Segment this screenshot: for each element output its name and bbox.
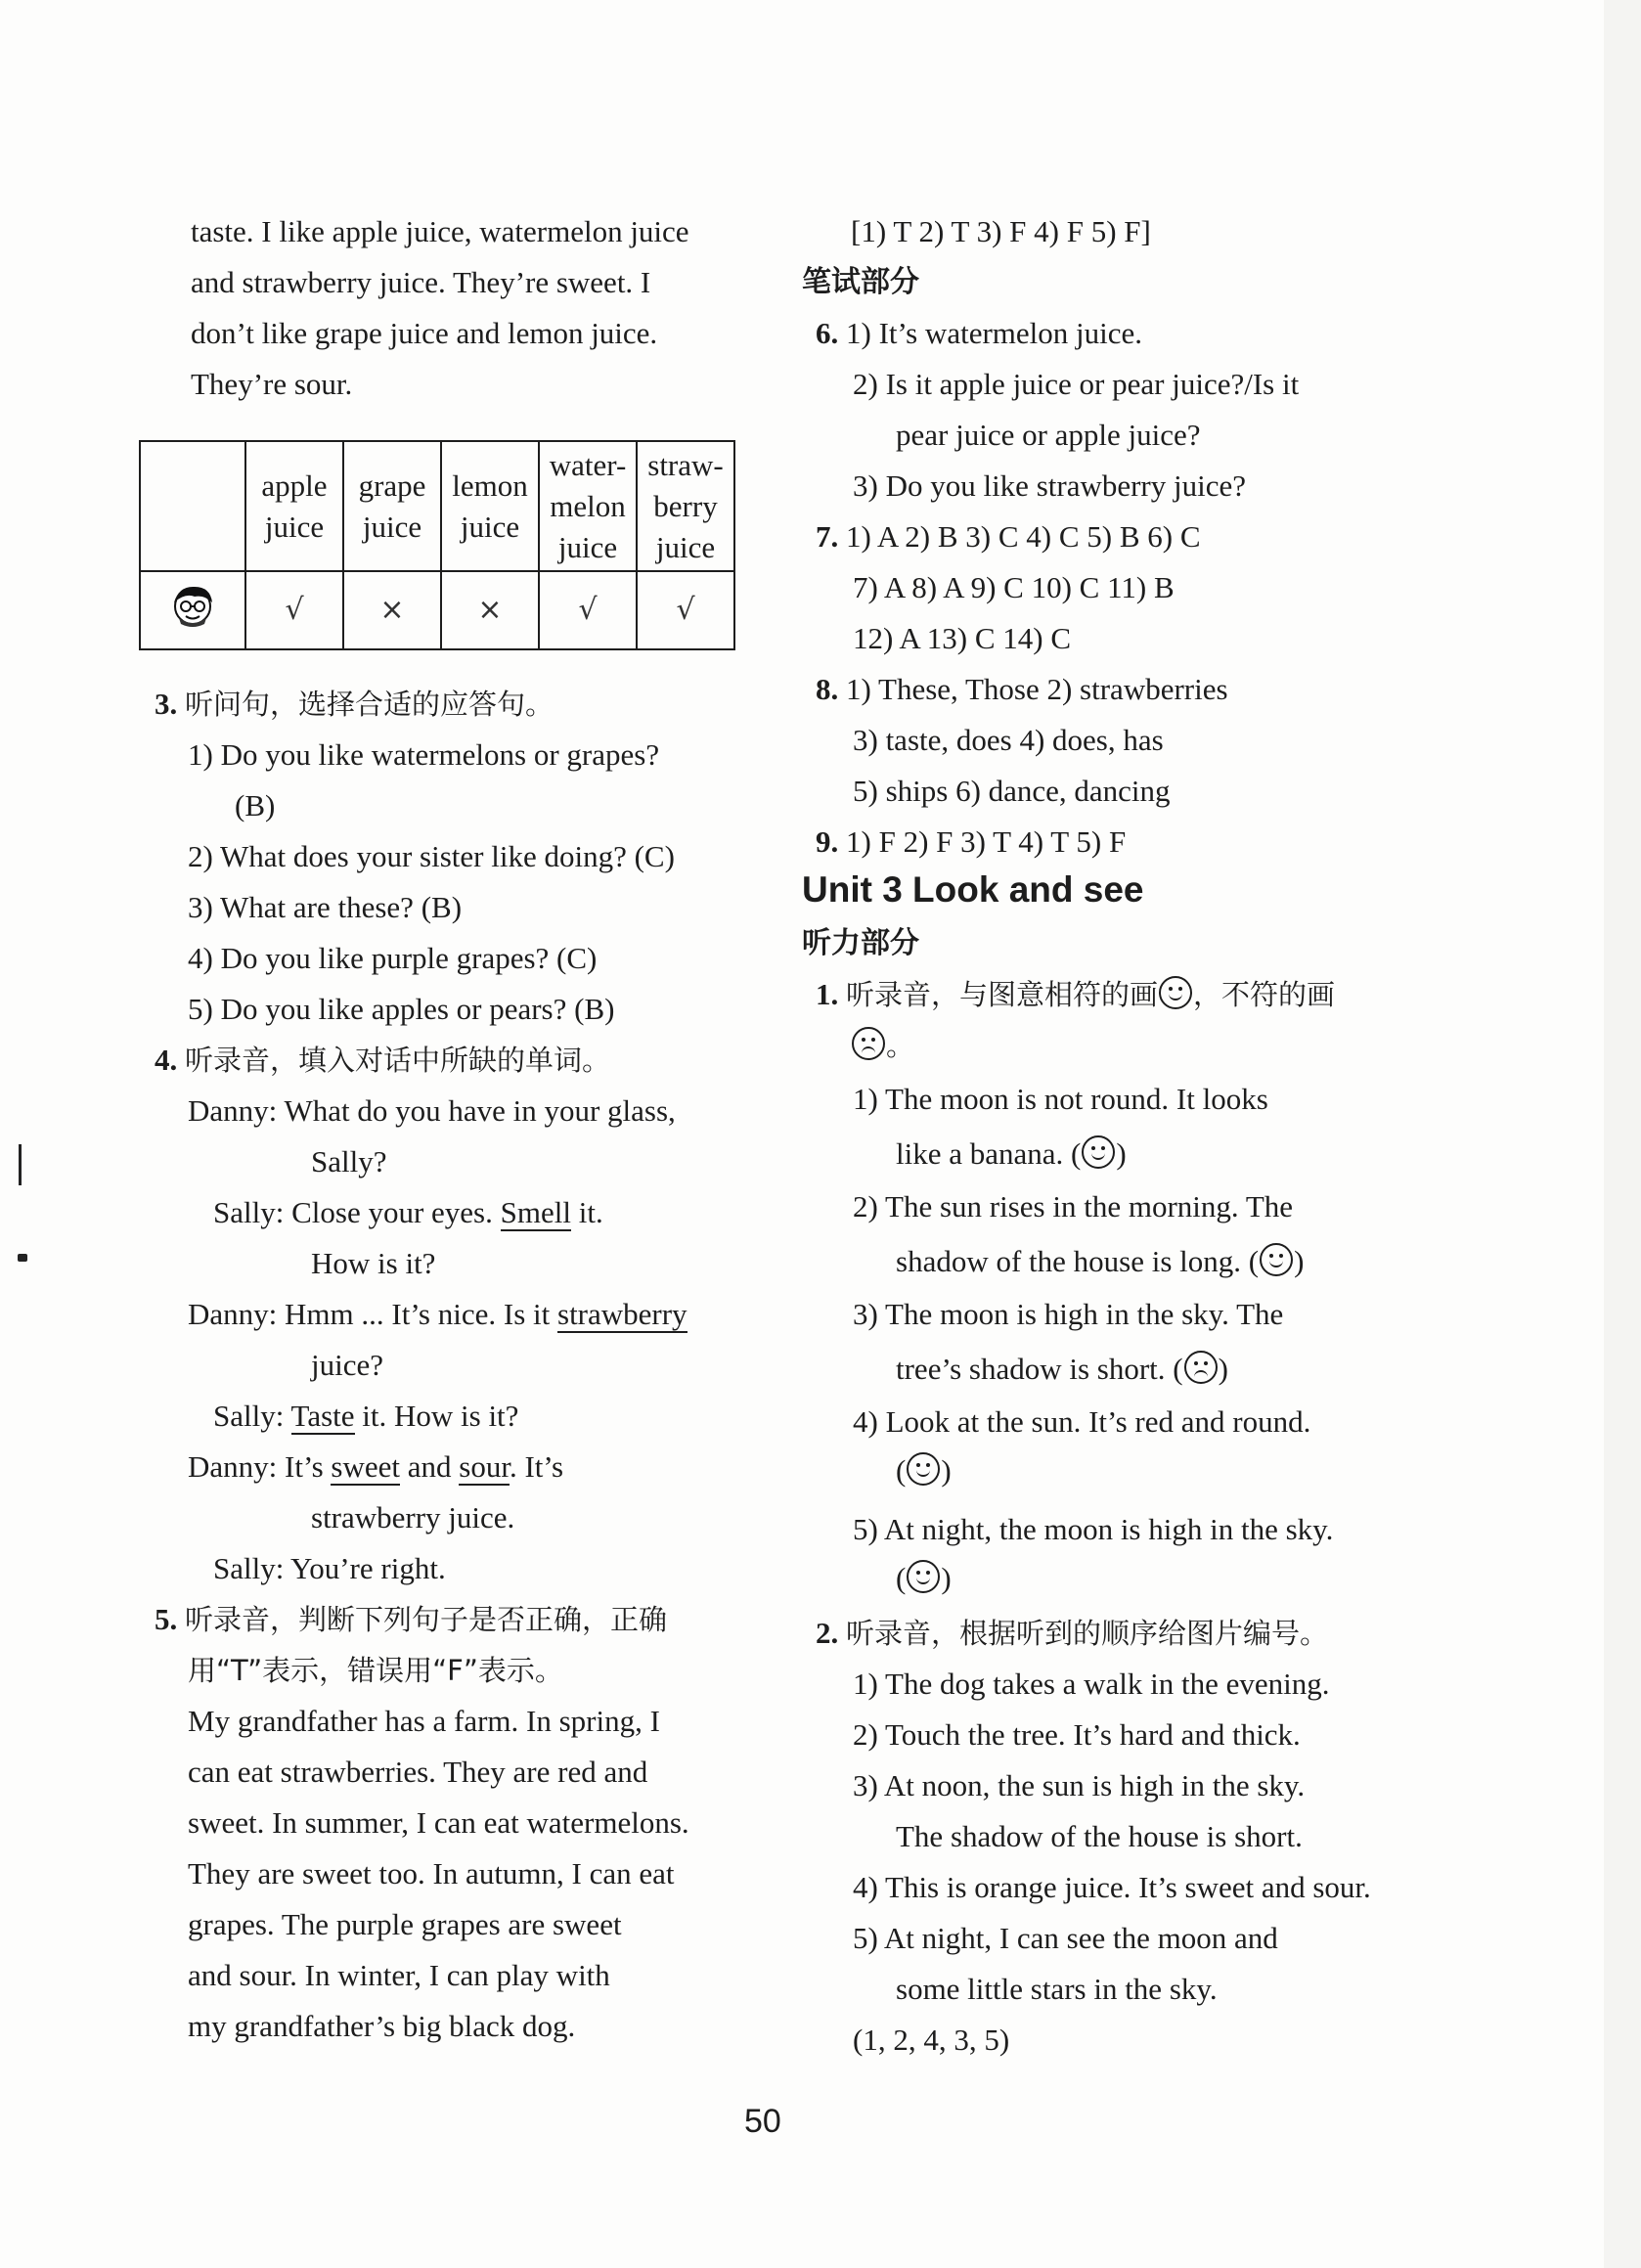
smile-face-icon bbox=[1082, 1135, 1115, 1169]
u3q2-line: 1) The dog takes a walk in the evening. bbox=[853, 1667, 1330, 1701]
smile-face-icon bbox=[907, 1452, 940, 1486]
u3q1-line: shadow of the house is long. ( ) bbox=[896, 1244, 1305, 1278]
table-mark: √ bbox=[245, 571, 343, 649]
q5-passage-line: sweet. In summer, I can eat watermelons. bbox=[188, 1805, 689, 1840]
question-7: 7. 1) A 2) B 3) C 4) C 5) B 6) C bbox=[816, 519, 1201, 554]
u3q1-line: 2) The sun rises in the morning. The bbox=[853, 1189, 1294, 1223]
table-header: grape juice bbox=[343, 441, 441, 571]
q5-passage-line: my grandfather’s big black dog. bbox=[188, 2009, 576, 2043]
listening-section-heading: 听力部分 bbox=[802, 926, 919, 960]
u3q2-line: some little stars in the sky. bbox=[896, 1972, 1218, 2006]
q3-item: 1) Do you like watermelons or grapes? bbox=[188, 737, 660, 772]
table-corner-cell bbox=[140, 441, 245, 571]
q5-passage-line: can eat strawberries. They are red and bbox=[188, 1755, 648, 1789]
dialog-line: strawberry juice. bbox=[311, 1500, 515, 1534]
boy-face-icon bbox=[165, 581, 220, 630]
u3q1-line: like a banana. ( ) bbox=[896, 1136, 1127, 1171]
smile-face-icon bbox=[1159, 976, 1192, 1009]
question-3-title: 3. 听问句，选择合适的应答句。 bbox=[155, 687, 554, 721]
unit3-question-1-title: 1. 听录音，与图意相符的画 ，不符的画 bbox=[816, 977, 1336, 1011]
dialog-line: Danny: It’s sweet and sour. It’s bbox=[188, 1449, 564, 1484]
sad-face-icon bbox=[852, 1027, 885, 1060]
question-9: 9. 1) F 2) F 3) T 4) T 5) F bbox=[816, 824, 1127, 859]
juice-preference-table bbox=[139, 440, 735, 650]
question-4-title: 4. 听录音，填入对话中所缺的单词。 bbox=[155, 1043, 611, 1077]
q6-line: pear juice or apple juice? bbox=[896, 418, 1201, 452]
boy-avatar-cell bbox=[140, 571, 245, 649]
u3q2-line: 3) At noon, the sun is high in the sky. bbox=[853, 1768, 1306, 1802]
u3q2-line: 5) At night, I can see the moon and bbox=[853, 1921, 1278, 1955]
q8-line: 3) taste, does 4) does, has bbox=[853, 723, 1164, 757]
q5-passage-line: grapes. The purple grapes are sweet bbox=[188, 1907, 622, 1941]
u3q1-line: 4) Look at the sun. It’s red and round. bbox=[853, 1404, 1311, 1439]
answer-blank: Smell bbox=[500, 1195, 571, 1229]
q5-passage-line: They are sweet too. In autumn, I can eat bbox=[188, 1856, 675, 1890]
intro-line: don’t like grape juice and lemon juice. bbox=[191, 316, 658, 350]
question-5-title: 5. 听录音，判断下列句子是否正确，正确 bbox=[155, 1602, 668, 1636]
u3q2-line: 4) This is orange juice. It’s sweet and sour. bbox=[853, 1870, 1371, 1904]
u3q1-line: 3) The moon is high in the sky. The bbox=[853, 1297, 1284, 1331]
q3-item: 5) Do you like apples or pears? (B) bbox=[188, 992, 615, 1026]
q7-line: 7) A 8) A 9) C 10) C 11) B bbox=[853, 570, 1175, 604]
page-number: 50 bbox=[744, 2103, 781, 2140]
smile-face-icon bbox=[1260, 1243, 1293, 1276]
q8-line: 5) ships 6) dance, dancing bbox=[853, 774, 1171, 808]
q5-passage-line: and sour. In winter, I can play with bbox=[188, 1958, 610, 1992]
table-mark: × bbox=[441, 571, 539, 649]
question-6: 6. 1) It’s watermelon juice. bbox=[816, 316, 1143, 350]
u3q1-line: 5) At night, the moon is high in the sky. bbox=[853, 1512, 1334, 1546]
table-header: water- melon juice bbox=[539, 441, 637, 571]
u3q1-line: tree’s shadow is short. ( ) bbox=[896, 1352, 1228, 1386]
table-header: straw- berry juice bbox=[637, 441, 734, 571]
unit-title: Unit 3 Look and see bbox=[802, 869, 1144, 910]
u3q1-line: ( ) bbox=[896, 1453, 952, 1488]
dialog-line: Danny: What do you have in your glass, bbox=[188, 1093, 676, 1128]
unit3-question-1-title-cont: 。 bbox=[851, 1026, 914, 1065]
dialog-line: Sally: Close your eyes. Smell it. bbox=[213, 1195, 603, 1229]
intro-line: They’re sour. bbox=[191, 367, 353, 401]
sad-face-icon bbox=[1184, 1351, 1218, 1384]
table-header: lemon juice bbox=[441, 441, 539, 571]
scan-mark bbox=[18, 1254, 27, 1262]
dialog-line: Sally: You’re right. bbox=[213, 1551, 446, 1585]
u3q2-line: The shadow of the house is short. bbox=[896, 1819, 1303, 1853]
table-header: apple juice bbox=[245, 441, 343, 571]
answer-blank: sour bbox=[459, 1449, 510, 1484]
written-section-heading: 笔试部分 bbox=[802, 265, 919, 299]
q3-item: (B) bbox=[235, 788, 276, 823]
table-mark: √ bbox=[637, 571, 734, 649]
answer-blank: sweet bbox=[331, 1449, 400, 1484]
u3q2-answer: (1, 2, 4, 3, 5) bbox=[853, 2023, 1010, 2057]
dialog-line: juice? bbox=[311, 1348, 384, 1382]
q3-item: 2) What does your sister like doing? (C) bbox=[188, 839, 675, 873]
u3q1-line: ( ) bbox=[896, 1561, 952, 1595]
table-mark: × bbox=[343, 571, 441, 649]
q3-item: 3) What are these? (B) bbox=[188, 890, 463, 924]
answer-blank: Taste bbox=[290, 1399, 355, 1433]
dialog-line: Danny: Hmm ... It’s nice. Is it strawberry bbox=[188, 1297, 687, 1331]
question-8: 8. 1) These, Those 2) strawberries bbox=[816, 672, 1228, 706]
u3q1-line: 1) The moon is not round. It looks bbox=[853, 1082, 1268, 1116]
dialog-line: Sally: Taste it. How is it? bbox=[213, 1399, 519, 1433]
q5-answer: [1) T 2) T 3) F 4) F 5) F] bbox=[851, 214, 1151, 248]
q6-line: 2) Is it apple juice or pear juice?/Is it bbox=[853, 367, 1300, 401]
intro-line: and strawberry juice. They’re sweet. I bbox=[191, 265, 651, 299]
answer-blank: strawberry bbox=[557, 1297, 687, 1331]
question-5-title-cont: 用“T”表示，错误用“F”表示。 bbox=[188, 1654, 563, 1687]
q6-line: 3) Do you like strawberry juice? bbox=[853, 468, 1247, 503]
dialog-line: Sally? bbox=[311, 1144, 387, 1178]
u3q2-line: 2) Touch the tree. It’s hard and thick. bbox=[853, 1717, 1301, 1752]
q7-line: 12) A 13) C 14) C bbox=[853, 621, 1072, 655]
q3-item: 4) Do you like purple grapes? (C) bbox=[188, 941, 598, 975]
unit3-question-2-title: 2. 听录音，根据听到的顺序给图片编号。 bbox=[816, 1616, 1329, 1650]
smile-face-icon bbox=[907, 1560, 940, 1593]
q5-passage-line: My grandfather has a farm. In spring, I bbox=[188, 1704, 660, 1738]
intro-line: taste. I like apple juice, watermelon juice bbox=[191, 214, 689, 248]
scan-mark bbox=[19, 1144, 22, 1185]
dialog-line: How is it? bbox=[311, 1246, 436, 1280]
table-mark: √ bbox=[539, 571, 637, 649]
